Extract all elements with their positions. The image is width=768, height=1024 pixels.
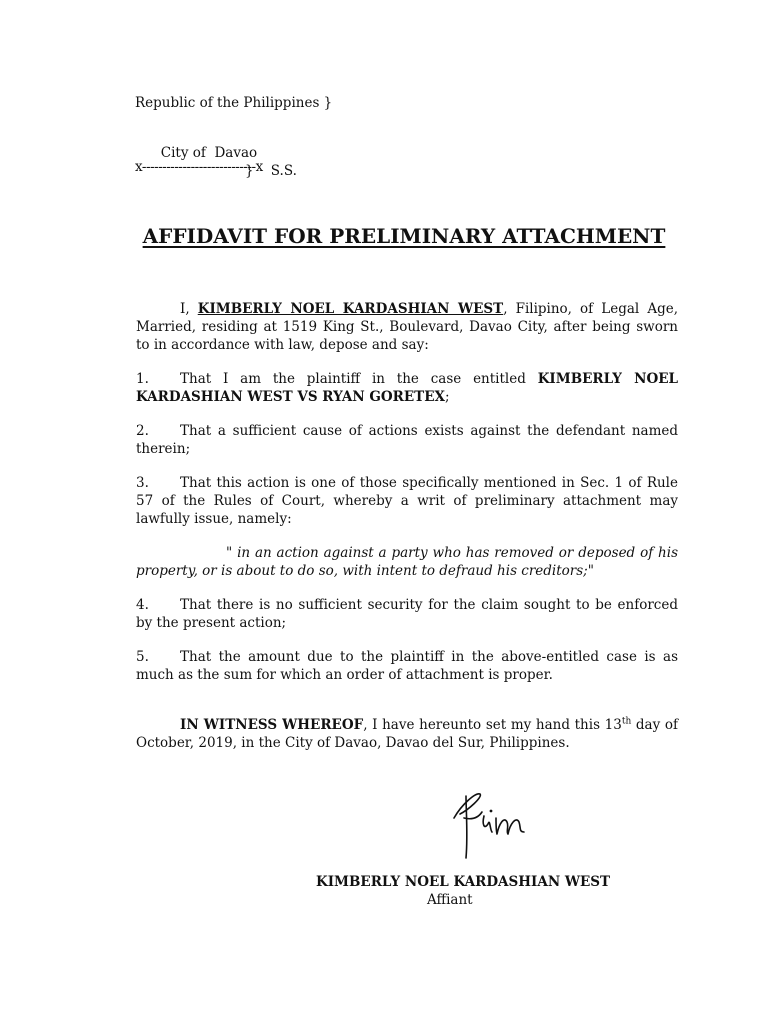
paragraph-2 xyxy=(136,422,678,458)
intro-rest: , Filipino, of Legal Age, Married, residing at 1519 King St., Boulevard, Davao City, after being sworn to in accordance with law, depose and say: xyxy=(136,301,678,353)
paragraph-1 xyxy=(136,370,678,406)
venue-separator: x----------------------------x xyxy=(135,159,263,175)
paragraph-5 xyxy=(136,648,678,684)
paragraph-text: That a sufficient cause of actions exists against the defendant named therein; xyxy=(136,423,678,457)
witness-text: , I have hereunto set my hand this 13 xyxy=(363,717,622,733)
paragraph-number: 3. xyxy=(136,475,149,491)
paragraph-number: 5. xyxy=(136,649,149,665)
paragraph-3 xyxy=(136,474,678,528)
venue-city: City of Davao xyxy=(160,145,258,161)
paragraph-number: 4. xyxy=(136,597,149,613)
paragraph-text: That the amount due to the plaintiff in the above-entitled case is as much as the sum for which an order of attachment is proper. xyxy=(136,649,678,683)
paragraph-end: ; xyxy=(444,389,450,405)
affiant-label: Affiant xyxy=(427,892,473,908)
witness-paragraph xyxy=(136,716,678,752)
affidavit-body xyxy=(136,300,678,752)
paragraph-text: That this action is one of those specifically mentioned in Sec. 1 of Rule 57 of the Rules of Court, whereby a writ of preliminary attachment may lawfully issue, namely: xyxy=(136,475,678,527)
affiant-name: KIMBERLY NOEL KARDASHIAN WEST xyxy=(316,874,611,890)
witness-text-end: day of October, 2019, in the City of Davao, Davao del Sur, Philippines. xyxy=(136,717,678,751)
paragraph-text: That I am the plaintiff in the case entitled xyxy=(180,371,538,387)
rule-quote: " in an action against a party who has removed or deposed of his property, or is about to do so, with intent to defraud his creditors;" xyxy=(136,545,678,579)
paragraph-text: That there is no sufficient security for the claim sought to be enforced by the present action; xyxy=(136,597,678,631)
case-title: KIMBERLY NOEL KARDASHIAN WEST VS RYAN GORETEX xyxy=(136,371,678,405)
intro-paragraph xyxy=(136,300,678,354)
paragraph-4 xyxy=(136,596,678,632)
venue-ss: } S.S. xyxy=(245,163,297,179)
intro-prefix: I, xyxy=(180,301,198,317)
document-title: AFFIDAVIT FOR PRELIMINARY ATTACHMENT xyxy=(142,224,666,248)
venue-republic: Republic of the Philippines } xyxy=(135,95,333,111)
ordinal-suffix: th xyxy=(621,716,632,727)
signature xyxy=(446,780,536,866)
paragraph-number: 1. xyxy=(136,371,149,387)
affiant-name-inline: KIMBERLY NOEL KARDASHIAN WEST xyxy=(197,301,504,317)
witness-heading: IN WITNESS WHEREOF xyxy=(180,717,364,733)
paragraph-number: 2. xyxy=(136,423,149,439)
